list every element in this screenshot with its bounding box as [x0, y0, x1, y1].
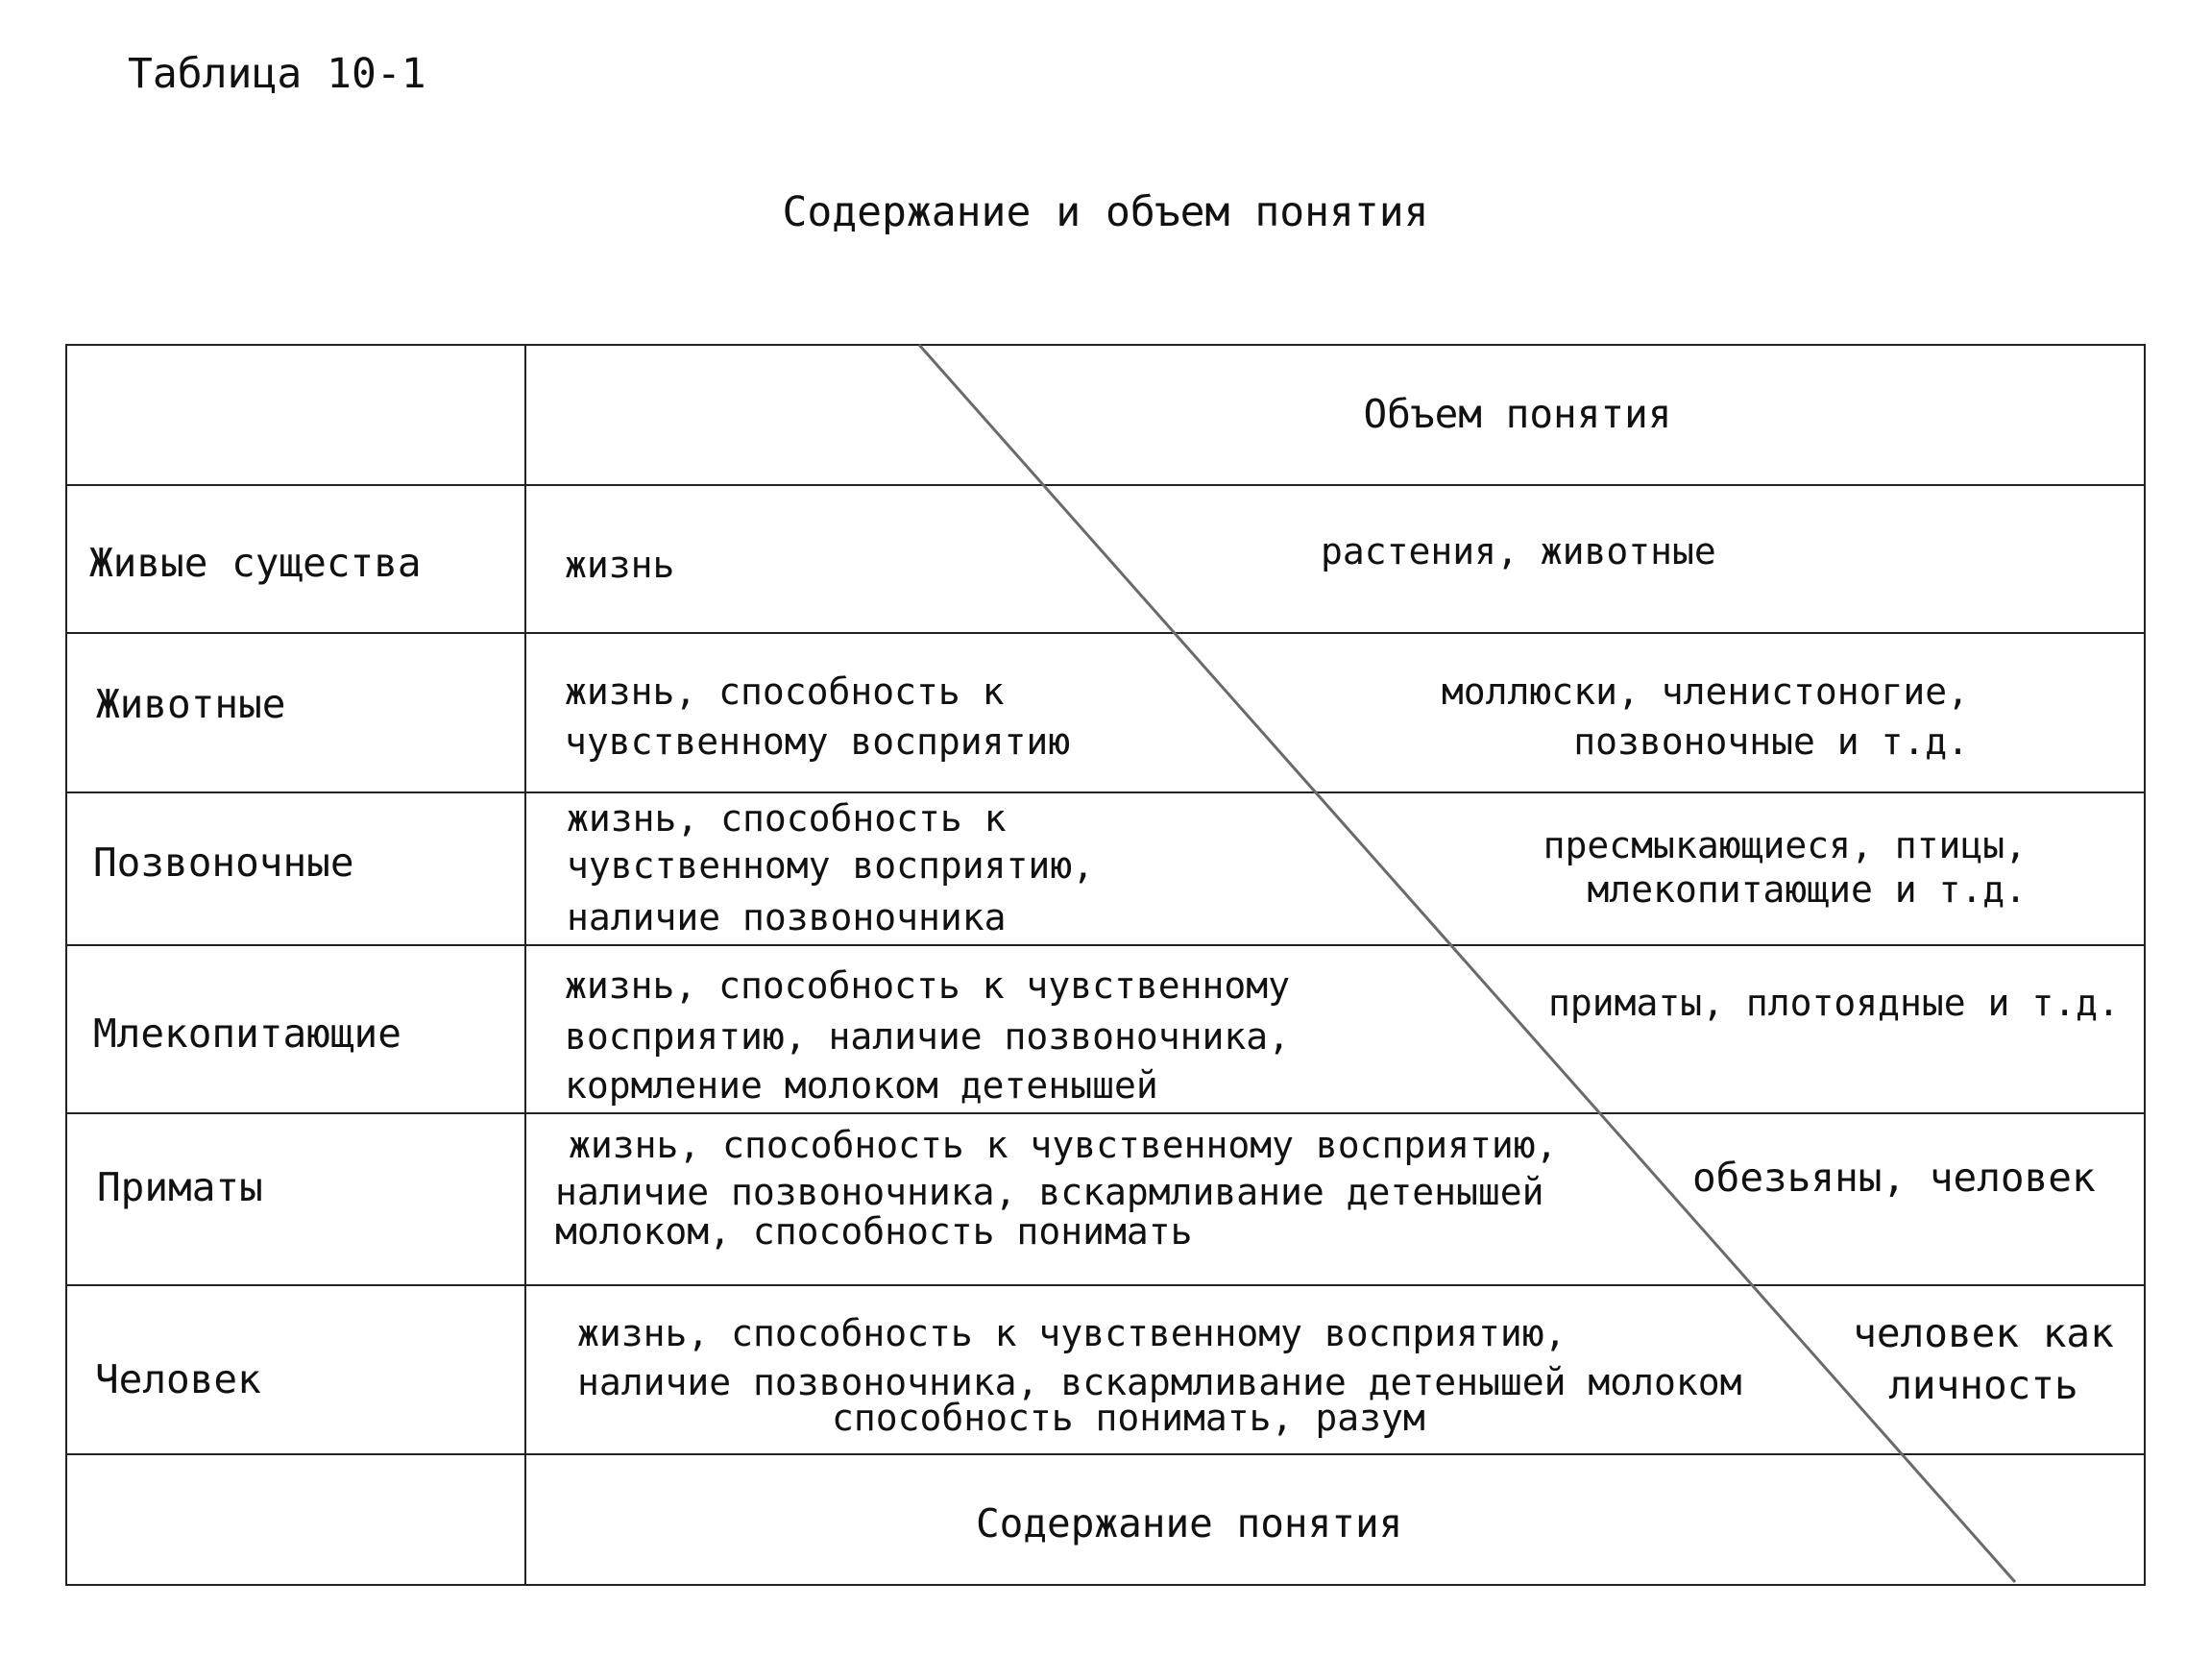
row-volume: обезьяны, человек: [1692, 1155, 2096, 1201]
row-concept: Позвоночные: [93, 840, 354, 886]
row-content: жизнь, способность к: [565, 670, 1005, 713]
row-content: жизнь, способность к чувственному восприятию,: [577, 1312, 1567, 1354]
row-concept: Млекопитающие: [93, 1010, 401, 1057]
row-volume: личность: [1888, 1362, 2078, 1408]
row-content: наличие позвоночника, вскармливание детенышей: [555, 1171, 1544, 1213]
row-volume: позвоночные и т.д.: [1573, 720, 1969, 763]
row-concept: Живые существа: [89, 540, 422, 586]
row-volume: моллюски, членистоногие,: [1441, 670, 1969, 713]
header-volume: Объем понятия: [1363, 391, 1672, 437]
row-volume: млекопитающие и т.д.: [1587, 868, 2027, 911]
row-content: жизнь: [565, 544, 675, 586]
table-title: Содержание и объем понятия: [782, 188, 1429, 236]
row-content: восприятию, наличие позвоночника,: [565, 1015, 1290, 1058]
row-volume: пресмыкающиеся, птицы,: [1543, 824, 2027, 866]
row-content: жизнь, способность к чувственному: [565, 964, 1290, 1007]
row-content: кормление молоком детенышей: [565, 1064, 1158, 1107]
footer-content: Содержание понятия: [976, 1500, 1403, 1546]
row-content: чувственному восприятию: [565, 720, 1071, 763]
row-concept: Приматы: [97, 1164, 263, 1210]
row-content: жизнь, способность к: [567, 797, 1007, 840]
row-content: молоком, способность понимать: [555, 1210, 1193, 1253]
row-volume: растения, животные: [1321, 530, 1716, 572]
row-volume: человек как: [1853, 1310, 2114, 1356]
row-content: способность понимать, разум: [832, 1397, 1425, 1439]
row-volume: приматы, плотоядные и т.д.: [1548, 982, 2120, 1024]
row-content: наличие позвоночника: [567, 896, 1007, 938]
row-concept: Животные: [96, 681, 286, 727]
row-content: наличие позвоночника, вскармливание детенышей молоком: [577, 1361, 1742, 1403]
row-content: чувственному восприятию,: [567, 844, 1095, 887]
table-caption: Таблица 10-1: [128, 50, 426, 98]
row-concept: Человек: [95, 1356, 261, 1402]
row-content: жизнь, способность к чувственному восприятию,: [569, 1124, 1558, 1166]
